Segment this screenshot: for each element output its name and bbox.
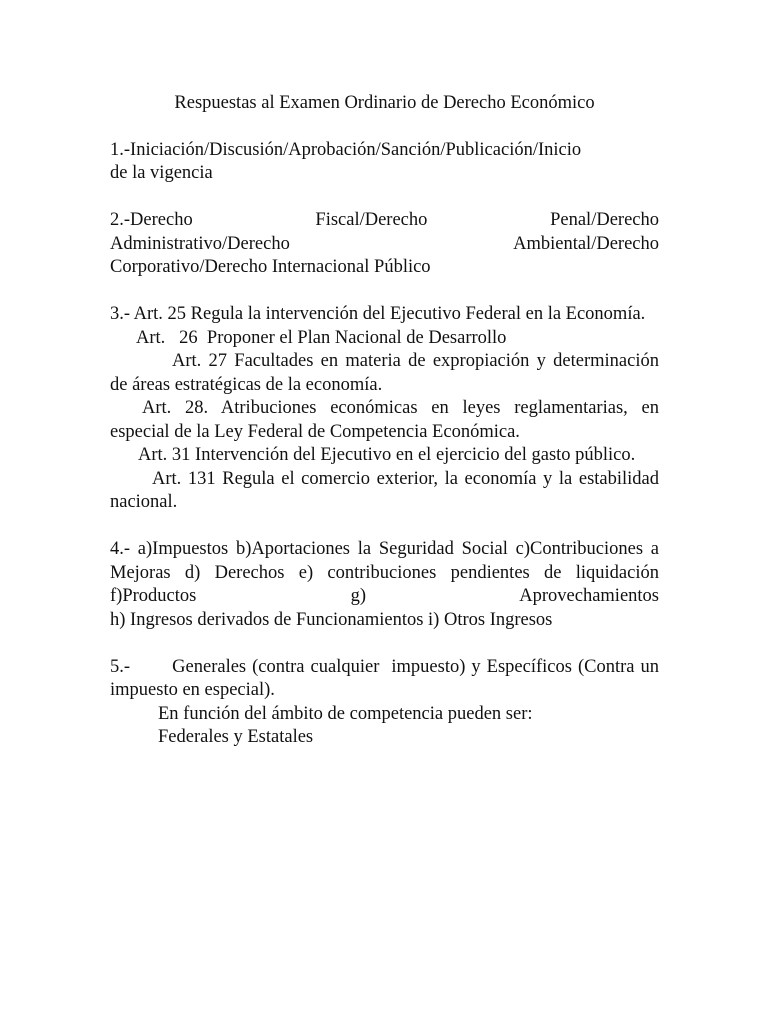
answer-3-art-28: Art. 28. Atribuciones económicas en leyes reglamentarias, en especial de la Ley Federal de Competencia Económica. xyxy=(110,398,659,442)
answer-3-art-27: Art. 27 Facultades en materia de expropiación y determinación de áreas estratégicas de la economía. xyxy=(110,351,659,395)
answer-4-last-line: h) Ingresos derivados de Funcionamientos i) Otros Ingresos xyxy=(110,609,553,630)
answer-5 xyxy=(110,656,669,750)
answer-3 xyxy=(110,303,659,515)
answer-2-line-2: Administrativo/Derecho Ambiental/Derecho xyxy=(110,233,659,254)
document-title: Respuestas al Examen Ordinario de Derecho Económico xyxy=(174,93,595,113)
answer-2 xyxy=(110,209,659,280)
answer-4 xyxy=(110,538,659,632)
answer-3-art-26: Art. 26 Proponer el Plan Nacional de Desarrollo xyxy=(136,327,507,348)
document-page xyxy=(110,92,669,773)
answer-3-art-31: Art. 31 Intervención del Ejecutivo en el ejercicio del gasto público. xyxy=(138,445,636,465)
answer-1 xyxy=(110,139,659,186)
answer-3-art-131: Art. 131 Regula el comercio exterior, la economía y la estabilidad nacional. xyxy=(110,468,659,512)
answer-5-line-3: Federales y Estatales xyxy=(158,727,314,747)
answer-1-line-2: de la vigencia xyxy=(110,163,213,183)
answer-2-line-3: Corporativo/Derecho Internacional Público xyxy=(110,257,431,277)
answer-5-text: 5.- Generales (contra cualquier impuesto) y Específicos (Contra un impuesto en especial). xyxy=(110,656,669,700)
answer-3-intro: 3.- Art. 25 Regula la intervención del Ejecutivo Federal en la Economía. xyxy=(110,304,646,324)
answer-5-line-2: En función del ámbito de competencia pueden ser: xyxy=(158,703,533,724)
answer-4-text: 4.- a)Impuestos b)Aportaciones la Seguridad Social c)Contribuciones a Mejoras d) Derechos e) contribuciones pendientes de liquidación f)Productos g) Aprovechamientos xyxy=(110,539,659,606)
answer-2-line-1: 2.-Derecho Fiscal/Derecho Penal/Derecho xyxy=(110,210,659,230)
answer-1-line-1: 1.-Iniciación/Discusión/Aprobación/Sanción/Publicación/Inicio xyxy=(110,139,582,160)
